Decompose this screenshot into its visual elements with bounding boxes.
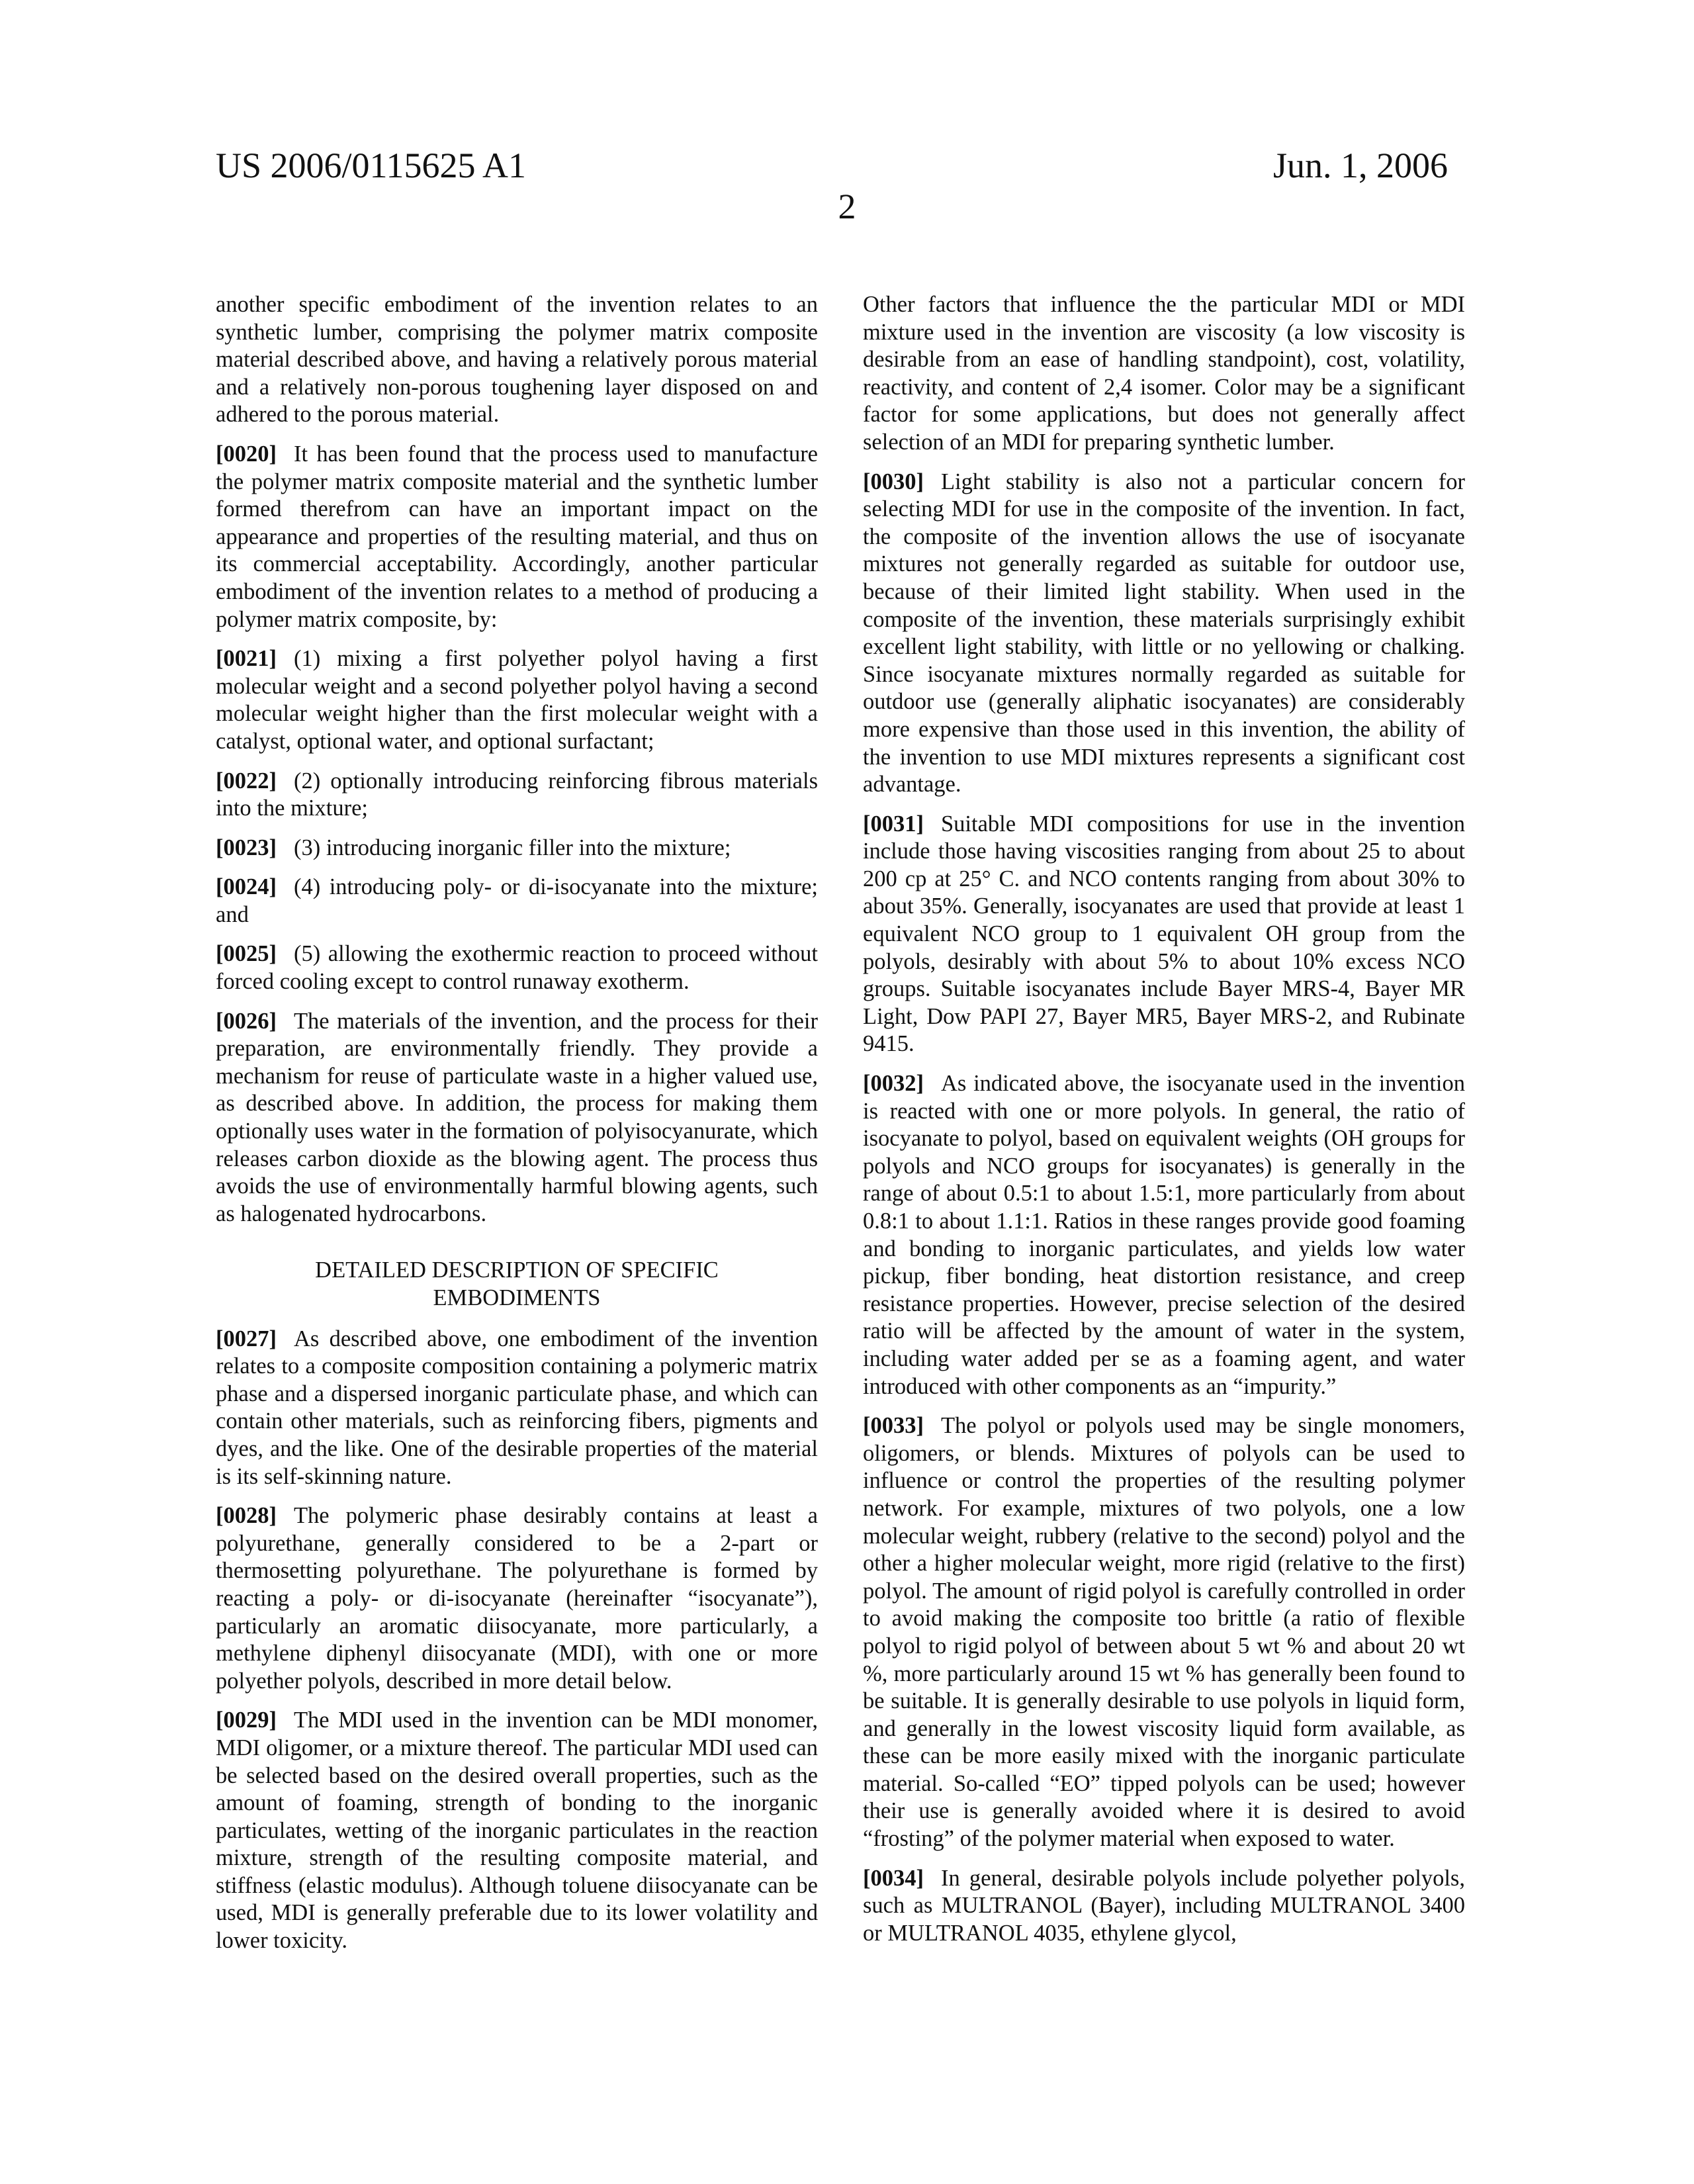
paragraph-0034 — [863, 1865, 1465, 1948]
paragraph-0031 — [863, 811, 1465, 1058]
paragraph-text: Light stability is also not a particular concern for selecting MDI for use in the composite of the invention. In fact, the composite of the invention allows the use of isocyanate mixtures not generally regarded as suitable for outdoor use, because of their limited light stability. When used in the composite of the invention, these materials surprisingly exhibit excellent light stability, with little or no yellowing or chalking. Since isocyanate mixtures normally regarded as suitable for outdoor use (generally aliphatic isocyanates) are considerably more expensive than those used in this invention, the ability of the invention to use MDI mixtures represents a significant cost advantage. — [863, 469, 1465, 797]
paragraph-0024 — [216, 874, 818, 929]
paragraph-text: In general, desirable polyols include polyether polyols, such as MULTRANOL (Bayer), including MULTRANOL 3400 or MULTRANOL 4035, ethylene glycol, — [863, 1866, 1465, 1946]
paragraph-text: Suitable MDI compositions for use in the invention include those having viscosities ranging from about 25 to about 200 cp at 25° C. and NCO contents ranging from about 30% to about 35%. Generally, isocyanates are used that provide at least 1 equivalent NCO group to 1 equivalent OH group from the polyols, desirably with about 5% to about 10% excess NCO groups. Suitable isocyanates include Bayer MRS-4, Bayer MR Light, Dow PAPI 27, Bayer MR5, Bayer MRS-2, and Rubinate 9415. — [863, 811, 1465, 1057]
paragraph-number: [0021] — [216, 646, 277, 671]
paragraph-text: (2) optionally introducing reinforcing fibrous materials into the mixture; — [216, 768, 818, 821]
paragraph-text: As indicated above, the isocyanate used in the invention is reacted with one or more polyols. In general, the ratio of isocyanate to polyol, based on equivalent weights (OH groups for polyols and NCO groups for isocyanates) is generally in the range of about 0.5:1 to about 1.5:1, more particularly from about 0.8:1 to about 1.1:1. Ratios in these ranges provide good foaming and bonding to inorganic particulates, and yields low water pickup, fiber bonding, heat distortion resistance, and creep resistance properties. However, precise selection of the desired ratio will be affected by the amount of water in the system, including water added per se as a foaming agent, and water introduced with other components as an “impurity.” — [863, 1071, 1465, 1399]
paragraph-text: (1) mixing a first polyether polyol having a first molecular weight and a second polyether polyol having a second molecular weight higher than the first molecular weight with a catalyst, optional water, and optional surfactant; — [216, 646, 818, 754]
paragraph-number: [0026] — [216, 1009, 277, 1034]
paragraph-text: The polymeric phase desirably contains at least a polyurethane, generally considered to be a 2-part or thermosetting polyurethane. The polyurethane is formed by reacting a poly- or di-isocyanate (hereinafter “isocyanate”), particularly an aromatic diisocyanate, more particularly, a methylene diphenyl diisocyanate (MDI), with one or more polyether polyols, described in more detail below. — [216, 1503, 818, 1694]
section-heading-line-2: EMBODIMENTS — [216, 1285, 818, 1312]
paragraph-number: [0020] — [216, 441, 277, 467]
paragraph-0033 — [863, 1412, 1465, 1853]
section-heading-line-1: DETAILED DESCRIPTION OF SPECIFIC — [216, 1257, 818, 1285]
paragraph-0032 — [863, 1070, 1465, 1400]
left-column — [216, 291, 818, 1967]
page-number: 2 — [0, 187, 1694, 226]
paragraph-0023 — [216, 835, 818, 862]
paragraph-text: (3) introducing inorganic filler into the mixture; — [294, 835, 731, 860]
paragraph-text: As described above, one embodiment of the invention relates to a composite composition containing a polymeric matrix phase and a dispersed inorganic particulate phase, and which can contain other materials, such as reinforcing fibers, pigments and dyes, and the like. One of the desirable properties of the material is its self-skinning nature. — [216, 1326, 818, 1489]
paragraph-0022 — [216, 768, 818, 823]
publication-date: Jun. 1, 2006 — [1273, 146, 1448, 185]
paragraph-0029 — [216, 1707, 818, 1954]
paragraph-text: (5) allowing the exothermic reaction to proceed without forced cooling except to control runaway exotherm. — [216, 941, 818, 994]
publication-number: US 2006/0115625 A1 — [216, 146, 526, 185]
paragraph-number: [0034] — [863, 1866, 924, 1891]
paragraph-0025 — [216, 940, 818, 995]
paragraph-0021 — [216, 645, 818, 755]
paragraph-0020 — [216, 441, 818, 633]
paragraph-text: It has been found that the process used to manufacture the polymer matrix composite material and the synthetic lumber formed therefrom can have an important impact on the appearance and properties of the resulting material, and thus on its commercial acceptability. Accordingly, another particular embodiment of the invention relates to a method of producing a polymer matrix composite, by: — [216, 441, 818, 632]
paragraph-0026 — [216, 1008, 818, 1228]
paragraph-number: [0028] — [216, 1503, 277, 1528]
paragraph-number: [0032] — [863, 1071, 924, 1096]
paragraph-number: [0031] — [863, 811, 924, 837]
paragraph-number: [0024] — [216, 874, 277, 899]
paragraph-text: (4) introducing poly- or di-isocyanate into the mixture; and — [216, 874, 818, 927]
paragraph-number: [0027] — [216, 1326, 277, 1351]
right-column — [863, 291, 1465, 1959]
paragraph-number: [0029] — [216, 1707, 277, 1733]
paragraph-number: [0033] — [863, 1413, 924, 1438]
paragraph-number: [0023] — [216, 835, 277, 860]
paragraph-0030 — [863, 469, 1465, 799]
paragraph-0027 — [216, 1326, 818, 1491]
paragraph-number: [0022] — [216, 768, 277, 794]
paragraph-text: The polyol or polyols used may be single monomers, oligomers, or blends. Mixtures of polyols can be used to influence or control the properties of the resulting polymer network. For example, mixtures of two polyols, one a low molecular weight, rubbery (relative to the second) polyol and the other a higher molecular weight, more rigid (relative to the first) polyol. The amount of rigid polyol is carefully controlled in order to avoid making the composite too brittle (a ratio of flexible polyol to rigid polyol of between about 5 wt % and about 20 wt %, more particularly around 15 wt % has generally been found to be suitable. It is generally desirable to use polyols in liquid form, and generally in the lowest viscosity liquid form available, as these can be more easily mixed with the inorganic particulate material. So-called “EO” tipped polyols can be used; however their use is generally avoided where it is desired to avoid “frosting” of the polymer material when exposed to water. — [863, 1413, 1465, 1851]
paragraph-continued: another specific embodiment of the invention relates to an synthetic lumber, comprising the polymer matrix composite material described above, and having a relatively porous material and a relatively non-porous toughening layer disposed on and adhered to the porous material. — [216, 291, 818, 429]
paragraph-number: [0025] — [216, 941, 277, 966]
paragraph-continued: Other factors that influence the the particular MDI or MDI mixture used in the invention are viscosity (a low viscosity is desirable from an ease of handling standpoint), cost, volatility, reactivity, and content of 2,4 isomer. Color may be a significant factor for some applications, but does not generally affect selection of an MDI for preparing synthetic lumber. — [863, 291, 1465, 457]
paragraph-number: [0030] — [863, 469, 924, 494]
paragraph-0028 — [216, 1502, 818, 1695]
paragraph-text: The MDI used in the invention can be MDI monomer, MDI oligomer, or a mixture thereof. The particular MDI used can be selected based on the desired overall properties, such as the amount of foaming, strength of bonding to the inorganic particulates, wetting of the inorganic particulates in the reaction mixture, strength of the resulting composite material, and stiffness (elastic modulus). Although toluene diisocyanate can be used, MDI is generally preferable due to its lower volatility and lower toxicity. — [216, 1707, 818, 1953]
paragraph-text: The materials of the invention, and the process for their preparation, are environmentally friendly. They provide a mechanism for reuse of particulate waste in a higher valued use, as described above. In addition, the process for making them optionally uses water in the formation of polyisocyanurate, which releases carbon dioxide as the blowing agent. The process thus avoids the use of environmentally harmful blowing agents, such as halogenated hydrocarbons. — [216, 1009, 818, 1226]
section-heading — [216, 1257, 818, 1312]
